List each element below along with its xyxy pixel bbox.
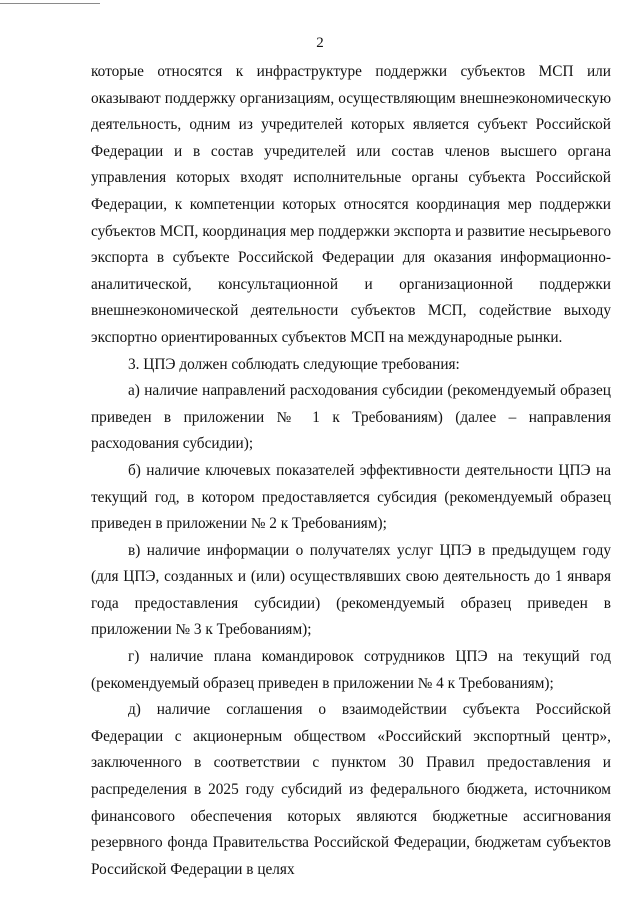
paragraph-continuation: которые относятся к инфраструктуре поддержки субъектов МСП или оказывают поддержку организациям, осуществляющим внешнеэкономическую деятельность, одним из учредителей которых является субъект Российской Федерации и в состав учредителей или состав членов высшего органа управления которых входят исполнительные органы субъекта Российской Федерации, к компетенции которых относятся координация мер поддержки субъектов МСП, координация мер поддержки экспорта и развитие несырьевого экспорта в субъекте Российской Федерации для оказания информационно-аналитической, консультационной и организационной поддержки внешнеэкономической деятельности субъектов МСП, содействие выходу экспортно ориентированных субъектов МСП на международные рынки. [91,63,611,346]
paragraph-item-b: б) наличие ключевых показателей эффективности деятельности ЦПЭ на текущий год, в котором предоставляется субсидия (рекомендуемый образец приведен в приложении № 2 к Требованиям); [91,461,611,533]
page-number: 2 [316,35,324,51]
paragraph-item-d: д) наличие соглашения о взаимодействии субъекта Российской Федерации с акционерным обществом «Российский экспортный центр», заключенного в соответствии с пунктом 30 Правил предоставления и распределения в 2025 году субсидий из федерального бюджета, источником финансового обеспечения которых являются бюджетные ассигнования резервного фонда Правительства Российской Федерации, бюджетам субъектов Российской Федерации в целях [91,701,611,878]
document-body [91,59,611,883]
paragraph-item-g: г) наличие плана командировок сотрудников ЦПЭ на текущий год (рекомендуемый образец приведен в приложении № 4 к Требованиям); [91,648,611,692]
paragraph-item-3: 3. ЦПЭ должен соблюдать следующие требования: [128,355,460,373]
paragraph-item-v: в) наличие информации о получателях услуг ЦПЭ в предыдущем году (для ЦПЭ, созданных и (или) осуществлявших свою деятельность до 1 января года предоставления субсидии) (рекомендуемый образец приведен в приложении № 3 к Требованиям); [91,541,611,639]
paragraph-item-a: а) наличие направлений расходования субсидии (рекомендуемый образец приведен в приложении № 1 к Требованиям) (далее – направления расходования субсидии); [91,382,611,453]
top-edge-rule [0,3,100,4]
